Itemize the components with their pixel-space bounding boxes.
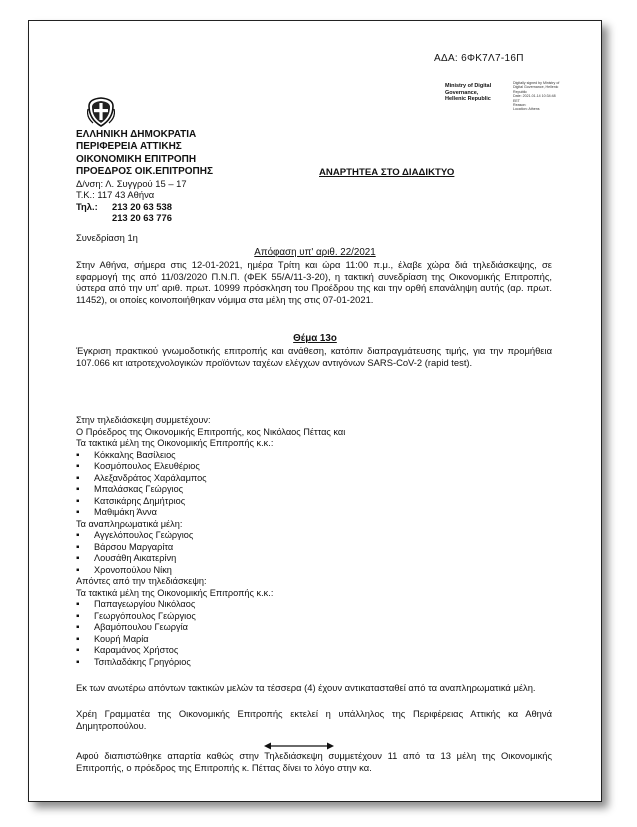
org-line: ΠΡΟΕΔΡΟΣ ΟΙΚ.ΕΠΙΤΡΟΠΗΣ xyxy=(76,166,213,178)
member-item: ▪ Κατσικάρης Δημήτριος xyxy=(76,496,345,508)
signature-issuer-line: Ministry of Digital xyxy=(445,83,492,89)
member-item: ▪ Καραμάνος Χρήστος xyxy=(76,645,345,657)
member-item: ▪ Μπαλάσκας Γεώργιος xyxy=(76,484,345,496)
address-line: Δ/νση: Λ. Συγγρού 15 – 17 xyxy=(76,178,187,189)
theme-title: Θέμα 13ο xyxy=(293,333,337,344)
member-item: ▪ Κόκκαλης Βασίλειος xyxy=(76,450,345,462)
publish-note: ΑΝΑΡΤΗΤΕΑ ΣΤΟ ΔΙΑΔΙΚΤΥΟ xyxy=(319,167,455,178)
signature-detail-line: Date: 2021.01.14 10:34:48 xyxy=(513,94,556,99)
signature-detail-line: Digital Governance, Hellenic xyxy=(513,85,559,90)
signature-issuer xyxy=(445,83,491,103)
signature-detail-line: EET xyxy=(513,98,520,103)
member-item: ▪ Αβαμόπουλου Γεωργία xyxy=(76,622,345,634)
intro-paragraph: Στην Αθήνα, σήμερα στις 12-01-2021, ημέρα Τρίτη και ώρα 11:00 π.μ., έλαβε χώρα διά τηλεδιάσκεψης, σε εφαρμογή της από 11/03/2020 Π.Ν.Π. (ΦΕΚ 55/Α/11-3-20), η τακτική συνεδρίαση της Οικονομικής Επιτροπής, ύστερα από την υπ' αριθ. πρωτ. 10999 πρόσκληση του Προέδρου της και την ορθή επανάληψη αυτής (αρ. πρωτ. 11452), οι οποίες κοινοποιήθηκαν νόμιμα στα μέλη της στις 07-01-2021. xyxy=(76,259,552,305)
participants-heading: Στην τηλεδιάσκεψη συμμετέχουν: xyxy=(76,415,211,425)
member-item: ▪ Μαθιμάκη Άννα xyxy=(76,507,345,519)
member-item: ▪ Γεωργόπουλος Γεώργιος xyxy=(76,611,345,623)
member-item: ▪ Λουσάθη Αικατερίνη xyxy=(76,553,345,565)
session-label: Συνεδρίαση 1η xyxy=(76,232,138,243)
phone-block xyxy=(76,201,172,224)
alternate-heading: Τα αναπληρωματικά μέλη: xyxy=(76,518,183,529)
participants-block xyxy=(76,415,345,668)
org-line: ΕΛΛΗΝΙΚΗ ΔΗΜΟΚΡΑΤΙΑ xyxy=(76,129,197,140)
member-item: ▪ Βάρσου Μαργαρίτα xyxy=(76,542,345,554)
signature-detail-line: Republic xyxy=(513,89,527,94)
signature-detail-line: Digitally signed by Ministry of xyxy=(513,81,560,85)
regular-heading: Τα τακτικά μέλη της Οικονομικής Επιτροπής κ.κ.: xyxy=(76,438,274,448)
absent-heading: Απόντες από την τηλεδιάσκεψη: xyxy=(76,576,207,586)
greek-emblem-icon xyxy=(87,97,115,127)
signature-detail-line: Reason: xyxy=(513,103,527,108)
phone-label: Τηλ.: xyxy=(76,201,98,212)
note-paragraph: Εκ των ανωτέρω απόντων τακτικών μελών τα τέσσερα (4) έχουν αντικατασταθεί από τα αναπληρωματικά μέλη. xyxy=(76,682,536,693)
double-arrow-icon xyxy=(264,742,334,750)
signature-issuer-line: Governance, xyxy=(445,89,479,96)
theme-text: Έγκριση πρακτικού γνωμοδοτικής επιτροπής και ανάθεση, κατόπιν διαπραγμάτευσης τιμής, για την προμήθεια 107.066 κιτ ιατροτεχνολογικών προϊόντων ταχέων ελέγχων αντιγόνων SARS-CoV-2 (rapid test). xyxy=(76,345,552,368)
chair-line: Ο Πρόεδρος της Οικονομικής Επιτροπής, κος Νικόλαος Πέττας και xyxy=(76,426,346,437)
member-item: ▪ Αλεξανδράτος Χαράλαμπος xyxy=(76,473,345,485)
member-item: ▪ Τσιτιλαδάκης Γρηγόριος xyxy=(76,657,345,669)
secretary-paragraph: Χρέη Γραμματέα της Οικονομικής Επιτροπής εκτελεί η υπάλληλος της Περιφέρειας Αττικής κα Αθηνά Δημητροπούλου. xyxy=(76,708,552,731)
signature-details xyxy=(513,81,559,112)
phone-number: 213 20 63 538 xyxy=(112,201,172,212)
signature-detail-line: Location: Athens xyxy=(513,107,540,112)
ada-code: ΑΔΑ: 6ΦΚ7Λ7-16Π xyxy=(434,53,524,64)
final-paragraph: Αφού διαπιστώθηκε απαρτία καθώς στην Τηλεδιάσκεψη συμμετέχουν 11 από τα 13 μέλη της Οικονομικής Επιτροπής, ο πρόεδρος της Επιτροπής κ. Πέττας δίνει το λόγο στην κα. xyxy=(76,750,552,773)
member-item: ▪ Κουρή Μαρία xyxy=(76,634,345,646)
address-line: Τ.Κ.: 117 43 Αθήνα xyxy=(76,189,155,201)
organization-header xyxy=(76,129,213,179)
member-item: ▪ Κοσμόπουλος Ελευθέριος xyxy=(76,461,345,473)
absent-regular-heading: Τα τακτικά μέλη της Οικονομικής Επιτροπής κ.κ.: xyxy=(76,587,274,598)
org-line: ΟΙΚΟΝΟΜΙΚΗ ΕΠΙΤΡΟΠΗ xyxy=(76,153,197,165)
signature-issuer-line: Hellenic Republic xyxy=(445,96,491,102)
phone-number: 213 20 63 776 xyxy=(112,212,172,224)
document-page xyxy=(28,20,602,802)
postal-address xyxy=(76,178,187,201)
member-item: ▪ Αγγελόπουλος Γεώργιος xyxy=(76,530,345,542)
org-line: ΠΕΡΙΦΕΡΕΙΑ ΑΤΤΙΚΗΣ xyxy=(76,141,182,153)
member-item: ▪ Χρονοπούλου Νίκη xyxy=(76,565,345,577)
decision-title: Απόφαση υπ' αριθ. 22/2021 xyxy=(254,247,376,258)
member-item: ▪ Παπαγεωργίου Νικόλαος xyxy=(76,599,345,611)
